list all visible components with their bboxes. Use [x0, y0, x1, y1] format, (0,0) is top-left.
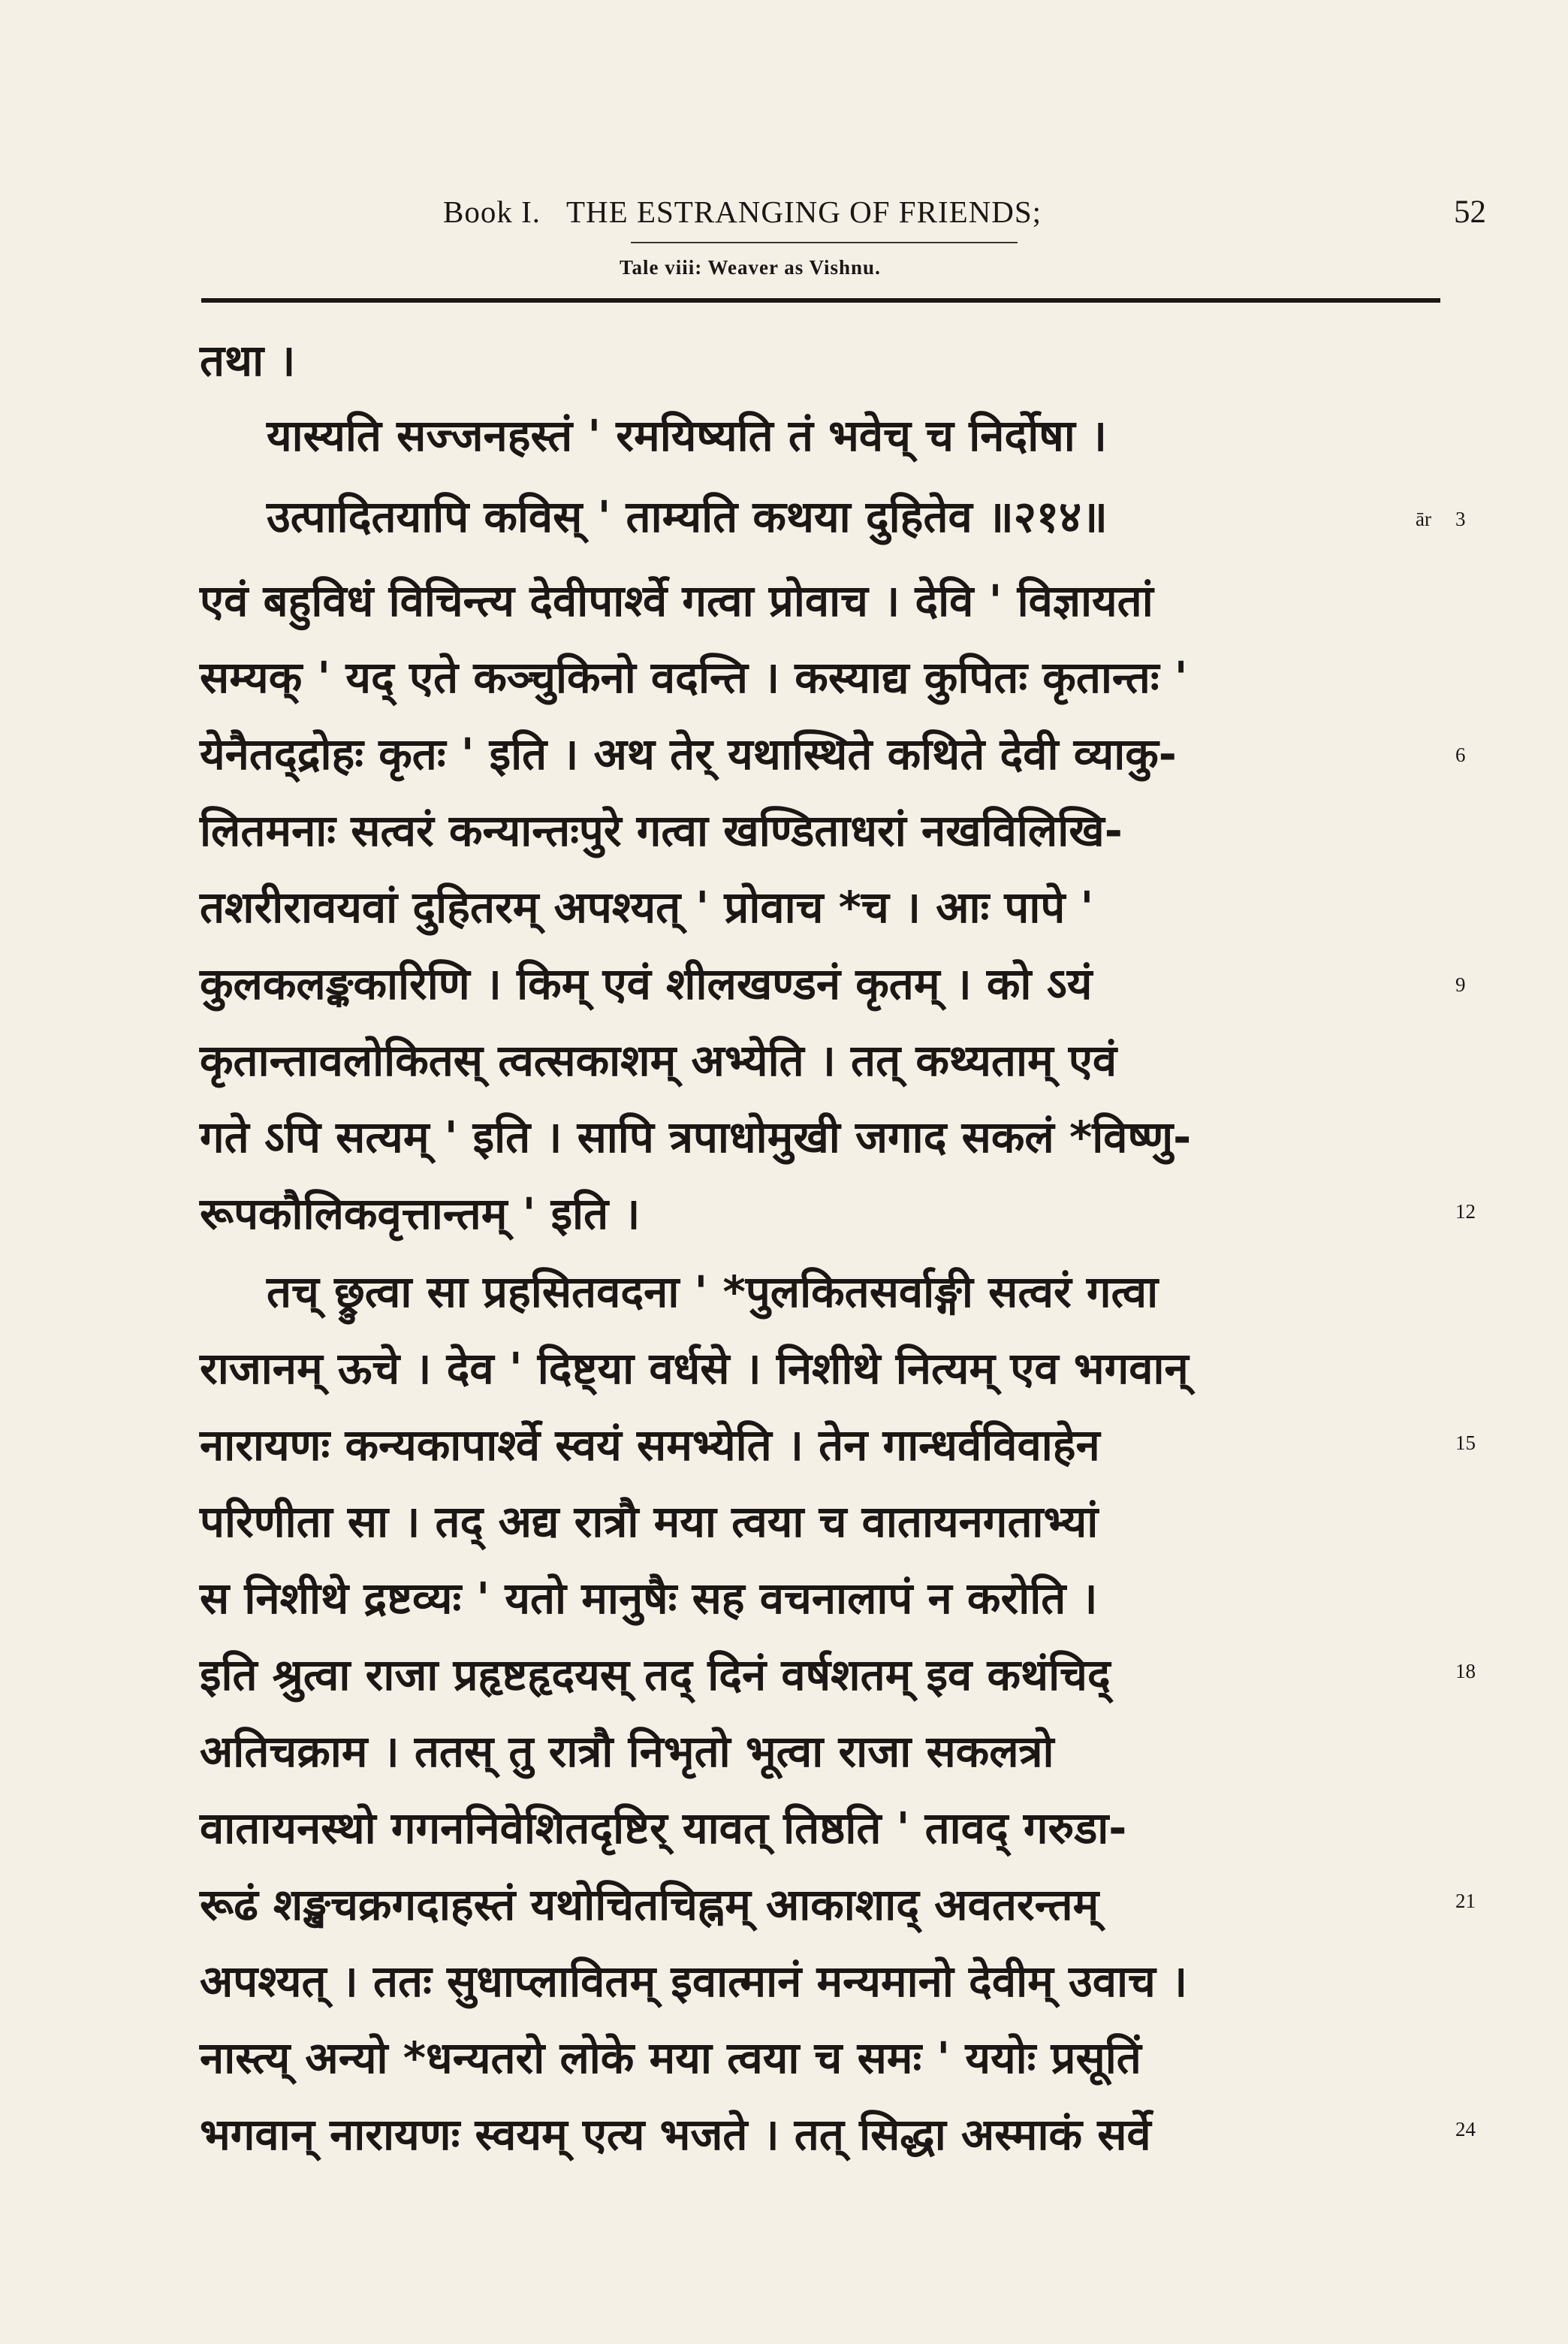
text-line: अतिचक्राम । ततस् तु रात्रौ निभृतो भूत्वा राजा सकलत्रो	[200, 1726, 1054, 1777]
verse-line: उत्पादितयापि कविस् ' ताम्यति कथया दुहितेव ॥२१४॥	[267, 491, 1108, 542]
book-label: Book I.	[443, 195, 541, 229]
text-line: तच् छ्रुत्वा सा प्रहसितवदना ' *पुलकितसर्वाङ्गी सत्वरं गत्वा	[267, 1266, 1159, 1317]
verse-line: यास्यति सज्जनहस्तं ' रमयिष्यति तं भवेच् च निर्दोषा ।	[267, 410, 1107, 461]
text-line: भगवान् नारायणः स्वयम् एत्य भजते । तत् सिद्धा अस्माकं सर्वे	[200, 2109, 1151, 2160]
page-number: 52	[1454, 195, 1486, 230]
text-line: एवं बहुविधं विचिन्त्य देवीपार्श्वे गत्वा प्रोवाच । देवि ' विज्ञायतां	[200, 575, 1153, 626]
text-line: कुलकलङ्ककारिणि । किम् एवं शीलखण्डनं कृतम् । को ऽयं	[200, 958, 1093, 1009]
margin-note-ar: ār	[1416, 508, 1431, 530]
text-line: रूपकौलिकवृत्तान्तम् ' इति ।	[200, 1188, 641, 1239]
chapter-title: THE ESTRANGING OF FRIENDS;	[566, 195, 1042, 229]
line-number: 3	[1455, 508, 1466, 530]
text-line: वातायनस्थो गगननिवेशितदृष्टिर् यावत् तिष्ठति ' तावद् गरुडा-	[200, 1802, 1127, 1854]
text-line: नास्त्य् अन्यो *धन्यतरो लोके मया त्वया च समः ' ययोः प्रसूतिं	[200, 2032, 1141, 2083]
line-number: 24	[1455, 2118, 1476, 2140]
text-line: सम्यक् ' यद् एते कञ्चुकिनो वदन्ति । कस्याद्य कुपितः कृतान्तः '	[200, 652, 1188, 703]
text-line: लितमनाः सत्वरं कन्यान्तःपुरे गत्वा खण्डिताधरां नखविलिखि-	[200, 805, 1123, 856]
tale-subtitle: Tale viii: Weaver as Vishnu.	[620, 256, 881, 279]
text-line: कृतान्तावलोकितस् त्वत्सकाशम् अभ्येति । तत् कथ्यताम् एवं	[200, 1035, 1117, 1086]
text-line: गते ऽपि सत्यम् ' इति । सापि त्रपाधोमुखी जगाद सकलं *विष्णु-	[200, 1112, 1192, 1163]
text-line: अपश्यत् । ततः सुधाप्लावितम् इवात्मानं मन्यमानो देवीम् उवाच ।	[200, 1956, 1188, 2007]
line-number: 15	[1455, 1431, 1476, 1454]
text-line: तशरीरावयवां दुहितरम् अपश्यत् ' प्रोवाच *च । आः पापे '	[200, 882, 1094, 933]
line-number: 21	[1455, 1890, 1476, 1912]
line-number: 18	[1455, 1660, 1476, 1682]
line-number: 6	[1455, 744, 1466, 766]
text-line: परिणीता सा । तद् अद्य रात्रौ मया त्वया च वातायनगताभ्यां	[200, 1496, 1099, 1547]
text-line: इति श्रुत्वा राजा प्रहृष्टहृदयस् तद् दिनं वर्षशतम् इव कथंचिद्	[200, 1649, 1111, 1700]
line-number: 12	[1455, 1200, 1476, 1223]
line-number: 9	[1455, 973, 1466, 996]
header-rule	[201, 298, 1440, 303]
text-line: रूढं शङ्खचक्रगदाहस्तं यथोचितचिह्नम् आकाशाद् अवतरन्तम्	[200, 1879, 1099, 1930]
text-line: राजानम् ऊचे । देव ' दिष्ट्या वर्धसे । निशीथे नित्यम् एव भगवान्	[200, 1343, 1189, 1394]
text-line: स निशीथे द्रष्टव्यः ' यतो मानुषैः सह वचनालापं न करोति ।	[200, 1573, 1098, 1624]
header-sub-rule	[631, 242, 1018, 243]
text-line: येनैतद्द्रोहः कृतः ' इति । अथ तेर् यथास्थिते कथिते देवी व्याकु-	[200, 729, 1177, 780]
text-line: नारायणः कन्यकापार्श्वे स्वयं समभ्येति । तेन गान्धर्वविवाहेन	[200, 1419, 1100, 1471]
running-head	[443, 194, 1042, 230]
text-line: तथा ।	[200, 335, 296, 386]
